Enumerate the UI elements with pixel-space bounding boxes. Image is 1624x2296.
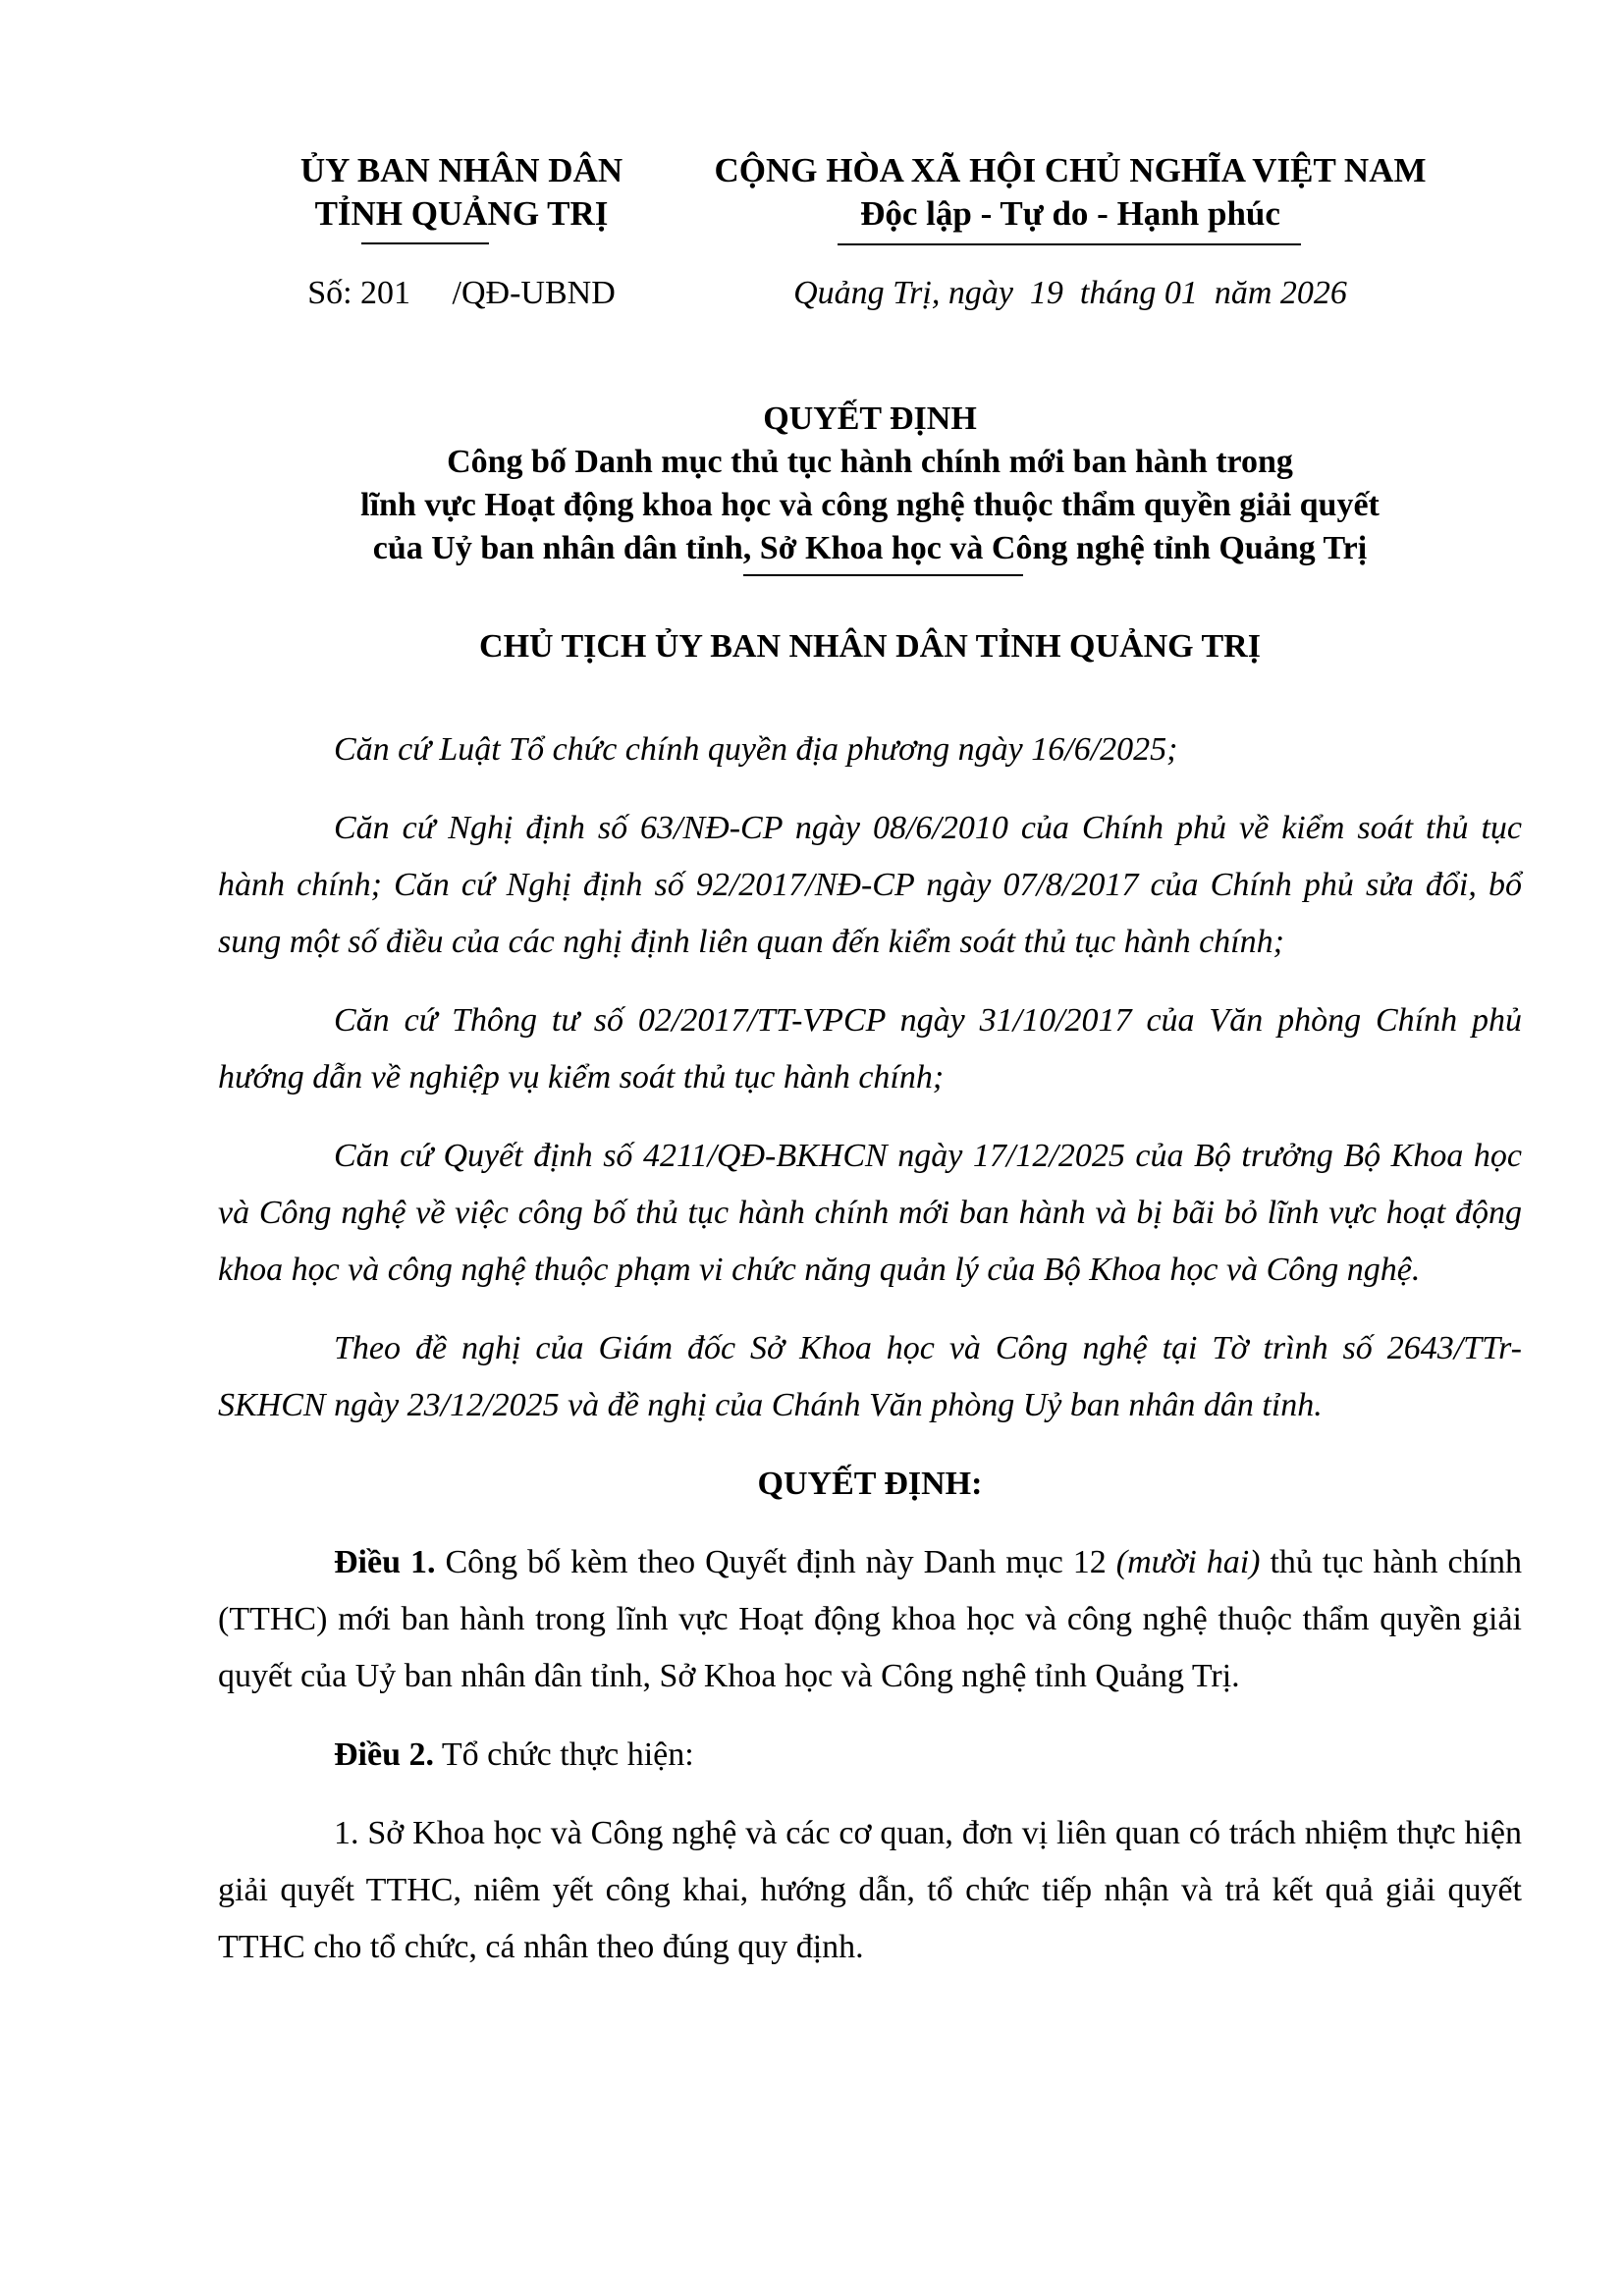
article-2-item-1: 1. Sở Khoa học và Công nghệ và các cơ quan, đơn vị liên quan có trách nhiệm thực hiện giải quyết TTHC, niêm yết công khai, hướng dẫn, tổ chức tiếp nhận và trả kết quả giải quyết TTHC cho tổ chức, cá nhân theo đúng quy định. (218, 1815, 1522, 1965)
org-line-1: ỦY BAN NHÂN DÂN (299, 151, 623, 189)
nation-name: CỘNG HÒA XÃ HỘI CHỦ NGHĨA VIỆT NAM (714, 151, 1427, 189)
preamble-item: Theo đề nghị của Giám đốc Sở Khoa học và Công nghệ tại Tờ trình số 2643/TTr-SKHCN ngày 23/12/2025 và đề nghị của Chánh Văn phòng Uỷ ban nhân dân tỉnh. (218, 1330, 1522, 1423)
article-1-text-rest: thủ tục hành chính (TTHC) mới ban hành trong lĩnh vực Hoạt động khoa học và công nghệ thuộc thẩm quyền giải quyết của Uỷ ban nhân dân tỉnh, Sở Khoa học và Công nghệ tỉnh Quảng Trị. (218, 1544, 1523, 1694)
article-1-text: Công bố kèm theo Quyết định này Danh mục 12 (435, 1544, 1116, 1580)
article-2-label: Điều 2. (334, 1736, 434, 1773)
place-and-date: Quảng Trị, ngày 19 tháng 01 năm 2026 (793, 275, 1347, 311)
article-1 (218, 1534, 1522, 1705)
document-number: Số: 201 /QĐ-UBND (307, 275, 616, 311)
title-separator (743, 574, 1023, 576)
preamble-item: Căn cứ Thông tư số 02/2017/TT-VPCP ngày 31/10/2017 của Văn phòng Chính phủ hướng dẫn về nghiệp vụ kiểm soát thủ tục hành chính; (218, 1002, 1522, 1095)
title-line-2: lĩnh vực Hoạt động khoa học và công nghệ thuộc thẩm quyền giải quyết (360, 487, 1380, 523)
issuing-authority: CHỦ TỊCH ỦY BAN NHÂN DÂN TỈNH QUẢNG TRỊ (479, 628, 1261, 665)
article-2-text: Tổ chức thực hiện: (434, 1736, 694, 1773)
article-2 (218, 1727, 1522, 1784)
org-underline (361, 242, 489, 244)
decision-heading: QUYẾT ĐỊNH: (757, 1466, 983, 1502)
issuing-organization (196, 149, 727, 236)
title-heading: QUYẾT ĐỊNH (763, 400, 977, 437)
preamble-item: Căn cứ Quyết định số 4211/QĐ-BKHCN ngày 17/12/2025 của Bộ trưởng Bộ Khoa học và Công nghệ về việc công bố thủ tục hành chính mới ban hành và bị bãi bỏ lĩnh vực hoạt động khoa học và công nghệ thuộc phạm vi chức năng quản lý của Bộ Khoa học và Công nghệ. (218, 1138, 1522, 1288)
title-line-1: Công bố Danh mục thủ tục hành chính mới ban hành trong (447, 444, 1293, 480)
document-body (218, 721, 1522, 1998)
motto-underline (838, 243, 1301, 245)
org-line-2: TỈNH QUẢNG TRỊ (314, 194, 609, 233)
article-1-count-words: (mười hai) (1115, 1544, 1261, 1580)
preamble-item: Căn cứ Luật Tổ chức chính quyền địa phương ngày 16/6/2025; (334, 731, 1178, 768)
document-title (218, 398, 1522, 570)
preamble-item: Căn cứ Nghị định số 63/NĐ-CP ngày 08/6/2010 của Chính phủ về kiểm soát thủ tục hành chính; Căn cứ Nghị định số 92/2017/NĐ-CP ngày 07/8/2017 của Chính phủ sửa đổi, bổ sung một số điều của các nghị định liên quan đến kiểm soát thủ tục hành chính; (218, 810, 1522, 960)
national-title (687, 149, 1453, 236)
national-motto: Độc lập - Tự do - Hạnh phúc (860, 194, 1280, 233)
article-1-label: Điều 1. (334, 1544, 436, 1580)
title-line-3: của Uỷ ban nhân dân tỉnh, Sở Khoa học và Công nghệ tỉnh Quảng Trị (372, 530, 1368, 566)
